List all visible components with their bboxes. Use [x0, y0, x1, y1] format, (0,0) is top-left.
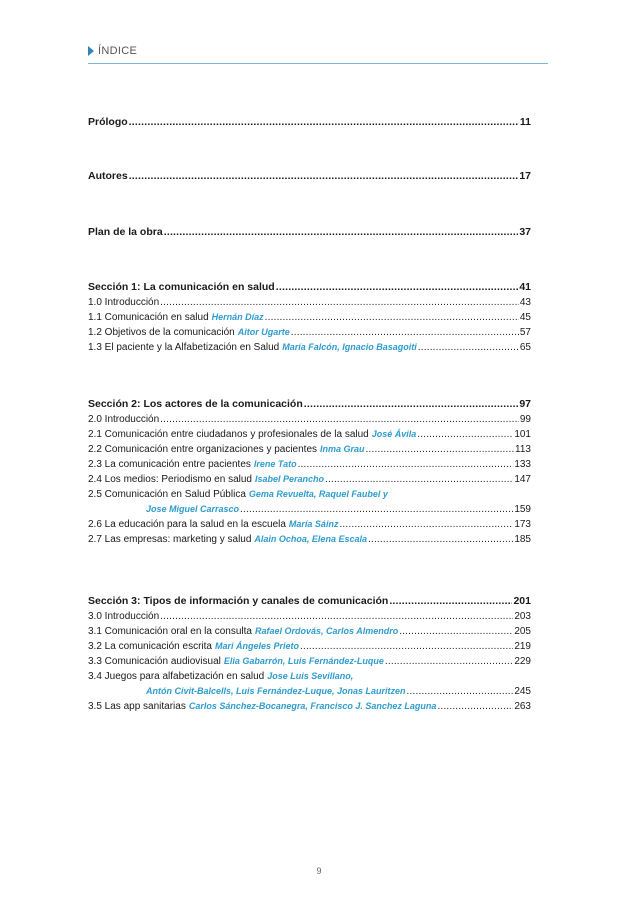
leader-dots	[265, 310, 519, 325]
page-ref: 229	[514, 656, 531, 667]
item-author: Carlos Sánchez-Bocanegra, Francisco J. Sanchez Laguna	[188, 701, 437, 711]
page-ref: 205	[514, 626, 531, 637]
section-title: Sección 3: Tipos de información y canales de comunicación	[88, 595, 389, 607]
leader-dots	[276, 280, 519, 295]
toc-item[interactable]	[88, 295, 531, 310]
item-author: Mari Ángeles Prieto	[214, 641, 299, 651]
item-author: Jose Luis Sevillano,	[267, 671, 354, 681]
page-ref: 133	[514, 459, 531, 470]
section-2	[88, 397, 531, 547]
toc-item-continuation[interactable]	[88, 684, 531, 699]
leader-dots	[399, 624, 513, 639]
leader-dots	[325, 472, 513, 487]
item-title: 2.7 Las empresas: marketing y salud	[88, 534, 252, 545]
toc-item[interactable]	[88, 532, 531, 547]
leader-dots	[240, 502, 513, 517]
page-title: ÍNDICE	[98, 44, 138, 57]
page-ref: 173	[514, 519, 531, 530]
toc-item[interactable]	[88, 609, 531, 624]
page-ref: 65	[519, 342, 531, 353]
section-heading[interactable]	[88, 280, 531, 295]
toc-item[interactable]	[88, 624, 531, 639]
item-title: 2.5 Comunicación en Salud Pública	[88, 489, 246, 500]
page-ref: 11	[519, 116, 531, 128]
leader-dots	[339, 517, 513, 532]
page-ref: 245	[514, 686, 531, 697]
page-ref: 57	[519, 327, 531, 338]
toc-item[interactable]	[88, 325, 531, 340]
page-ref: 159	[514, 504, 531, 515]
item-author: Antón Civit-Balcells, Luis Fernández-Luque, Jonas Lauritzen	[146, 686, 406, 696]
toc-item[interactable]	[88, 472, 531, 487]
item-title: 3.3 Comunicación audiovisual	[88, 656, 221, 667]
item-title: 1.1 Comunicación en salud	[88, 312, 209, 323]
item-title: 3.0 Introducción	[88, 611, 160, 622]
item-title: 2.6 La educación para la salud en la escuela	[88, 519, 286, 530]
leader-dots	[160, 609, 513, 624]
item-author: Gema Revuelta, Raquel Faubel y	[248, 489, 388, 499]
item-author: José Ávila	[371, 429, 417, 439]
leader-dots	[298, 457, 514, 472]
toc-entry-prologo[interactable]	[88, 115, 531, 130]
toc-item[interactable]	[88, 310, 531, 325]
item-title: 1.0 Introducción	[88, 297, 160, 308]
leader-dots	[407, 684, 514, 699]
item-author: Isabel Perancho	[254, 474, 325, 484]
toc-item[interactable]	[88, 340, 531, 355]
page-ref: 203	[514, 611, 531, 622]
entry-title: Autores	[88, 170, 128, 182]
toc-item[interactable]	[88, 457, 531, 472]
section-heading[interactable]	[88, 397, 531, 412]
item-title: 2.3 La comunicación entre pacientes	[88, 459, 251, 470]
leader-dots	[160, 412, 519, 427]
leader-dots	[300, 639, 513, 654]
item-author: Elia Gabarrón, Luis Fernández-Luque	[223, 656, 384, 666]
item-author: María Sáinz	[288, 519, 339, 529]
page-ref: 99	[519, 414, 531, 425]
page-ref: 37	[519, 226, 531, 238]
item-title: 3.5 Las app sanitarias	[88, 701, 186, 712]
entry-title: Plan de la obra	[88, 226, 163, 238]
item-title: 2.0 Introducción	[88, 414, 160, 425]
item-author: Alain Ochoa, Elena Escala	[254, 534, 367, 544]
item-title: 1.2 Objetivos de la comunicación	[88, 327, 235, 338]
item-author: Irene Tato	[253, 459, 297, 469]
leader-dots	[129, 115, 519, 130]
toc-item[interactable]	[88, 639, 531, 654]
toc-item[interactable]	[88, 487, 531, 502]
page-ref: 43	[519, 297, 531, 308]
toc-item[interactable]	[88, 442, 531, 457]
page-number: 9	[316, 866, 322, 876]
section-3	[88, 594, 531, 714]
leader-dots	[164, 225, 519, 240]
page-ref: 41	[519, 281, 531, 293]
triangle-bullet-icon	[88, 46, 94, 56]
leader-dots	[291, 325, 519, 340]
page-ref: 113	[515, 444, 531, 455]
page-ref: 97	[519, 398, 531, 410]
item-author: Rafael Ordovás, Carlos Almendro	[254, 626, 399, 636]
toc-item-continuation[interactable]	[88, 502, 531, 517]
section-heading[interactable]	[88, 594, 531, 609]
item-title: 2.4 Los medios: Periodismo en salud	[88, 474, 252, 485]
leader-dots	[366, 442, 515, 457]
item-title: 2.2 Comunicación entre organizaciones y pacientes	[88, 444, 318, 455]
page-ref: 17	[519, 170, 531, 182]
toc-entry-plan[interactable]	[88, 225, 531, 240]
page-ref: 101	[514, 429, 531, 440]
toc-entry-autores[interactable]	[88, 169, 531, 184]
item-author: Jose Miguel Carrasco	[146, 504, 240, 514]
toc-item[interactable]	[88, 669, 531, 684]
item-title: 1.3 El paciente y la Alfabetización en Salud	[88, 342, 280, 353]
item-author: Aitor Ugarte	[237, 327, 290, 337]
section-title: Sección 2: Los actores de la comunicación	[88, 398, 303, 410]
leader-dots	[417, 427, 513, 442]
item-title: 2.1 Comunicación entre ciudadanos y profesionales de la salud	[88, 429, 369, 440]
leader-dots	[385, 654, 513, 669]
item-title: 3.2 La comunicación escrita	[88, 641, 212, 652]
item-title: 3.4 Juegos para alfabetización en salud	[88, 671, 265, 682]
page-ref: 201	[513, 595, 531, 607]
item-author: Hernán Díaz	[211, 312, 264, 322]
toc-item[interactable]	[88, 427, 531, 442]
item-title: 3.1 Comunicación oral en la consulta	[88, 626, 252, 637]
leader-dots	[418, 340, 519, 355]
leader-dots	[129, 169, 519, 184]
section-1	[88, 280, 531, 355]
toc-item[interactable]	[88, 699, 531, 714]
entry-title: Prólogo	[88, 116, 128, 128]
page-ref: 45	[519, 312, 531, 323]
page-ref: 263	[514, 701, 531, 712]
section-title: Sección 1: La comunicación en salud	[88, 281, 275, 293]
leader-dots	[160, 295, 519, 310]
leader-dots	[389, 594, 512, 609]
toc-item[interactable]	[88, 517, 531, 532]
page-ref: 147	[514, 474, 531, 485]
item-author: María Falcón, Ignacio Basagoiti	[282, 342, 417, 352]
item-author: Inma Grau	[320, 444, 365, 454]
page-ref: 185	[514, 534, 531, 545]
leader-dots	[437, 699, 513, 714]
page-ref: 219	[514, 641, 531, 652]
toc-item[interactable]	[88, 412, 531, 427]
page-header	[88, 42, 548, 64]
leader-dots	[304, 397, 519, 412]
leader-dots	[368, 532, 513, 547]
toc-item[interactable]	[88, 654, 531, 669]
